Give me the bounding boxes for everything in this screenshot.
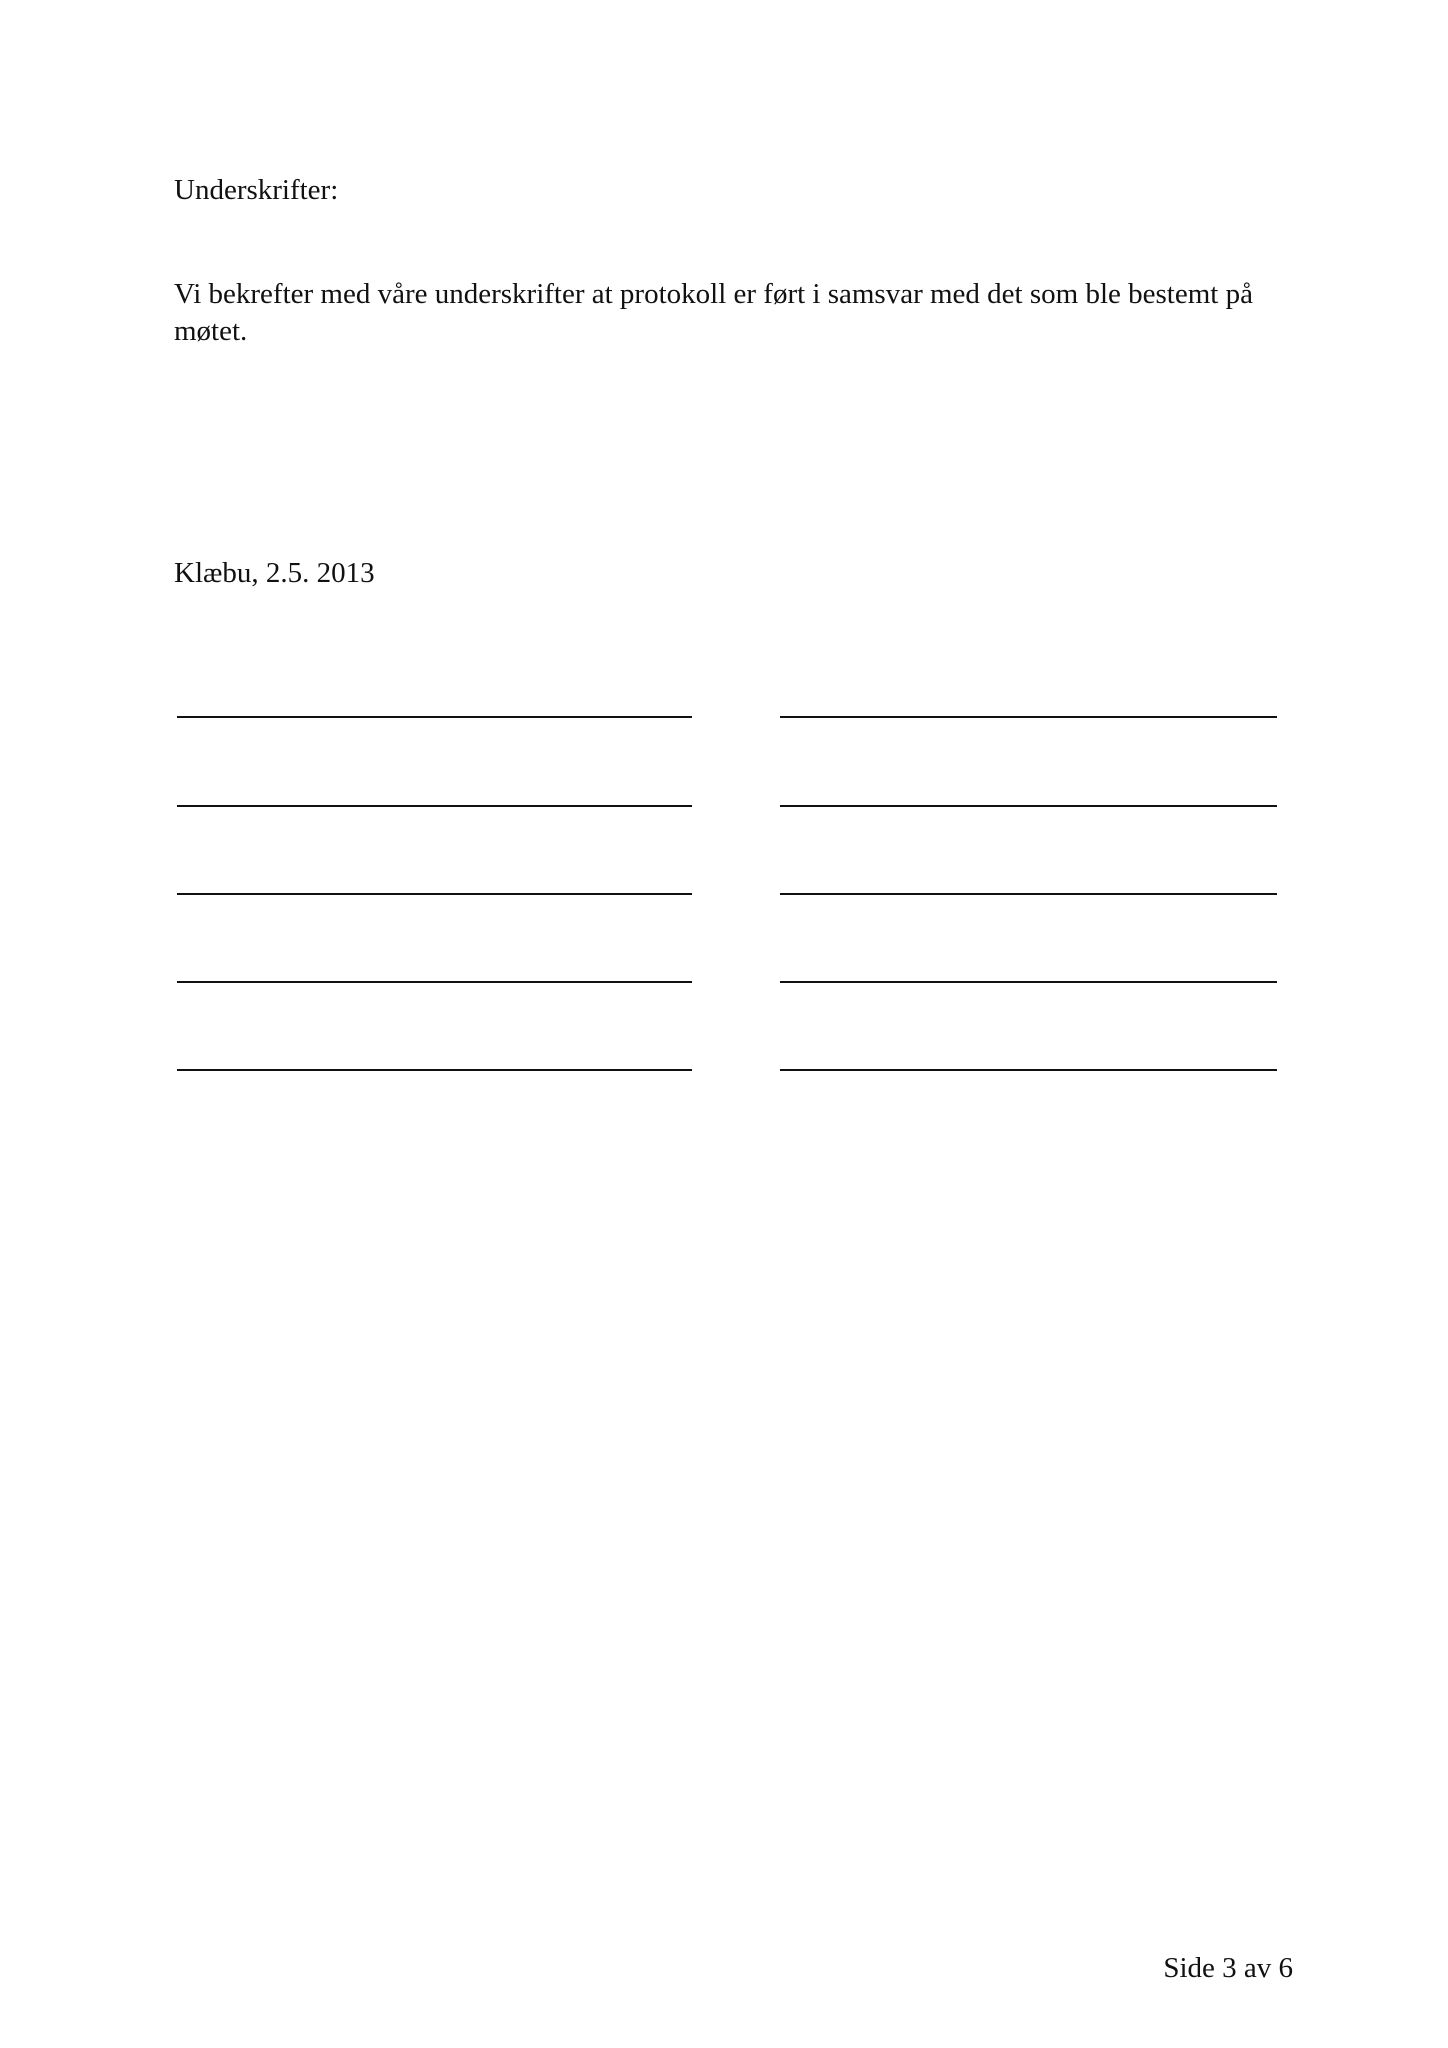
signature-line-right-2: [780, 805, 1277, 807]
signature-line-right-4: [780, 981, 1277, 983]
signature-line-left-5: [177, 1069, 692, 1071]
signature-line-right-5: [780, 1069, 1277, 1071]
confirmation-statement: Vi bekrefter med våre underskrifter at protokoll er ført i samsvar med det som ble bestemt på møtet.: [174, 278, 1253, 347]
signature-line-left-3: [177, 893, 692, 895]
page-number: Side 3 av 6: [1163, 1952, 1293, 1984]
signature-line-left-4: [177, 981, 692, 983]
section-heading: Underskrifter:: [174, 174, 339, 206]
signature-line-right-1: [780, 716, 1277, 718]
signature-line-left-1: [177, 716, 692, 718]
signature-line-right-3: [780, 893, 1277, 895]
place-and-date: Klæbu, 2.5. 2013: [174, 557, 375, 589]
signature-line-left-2: [177, 805, 692, 807]
